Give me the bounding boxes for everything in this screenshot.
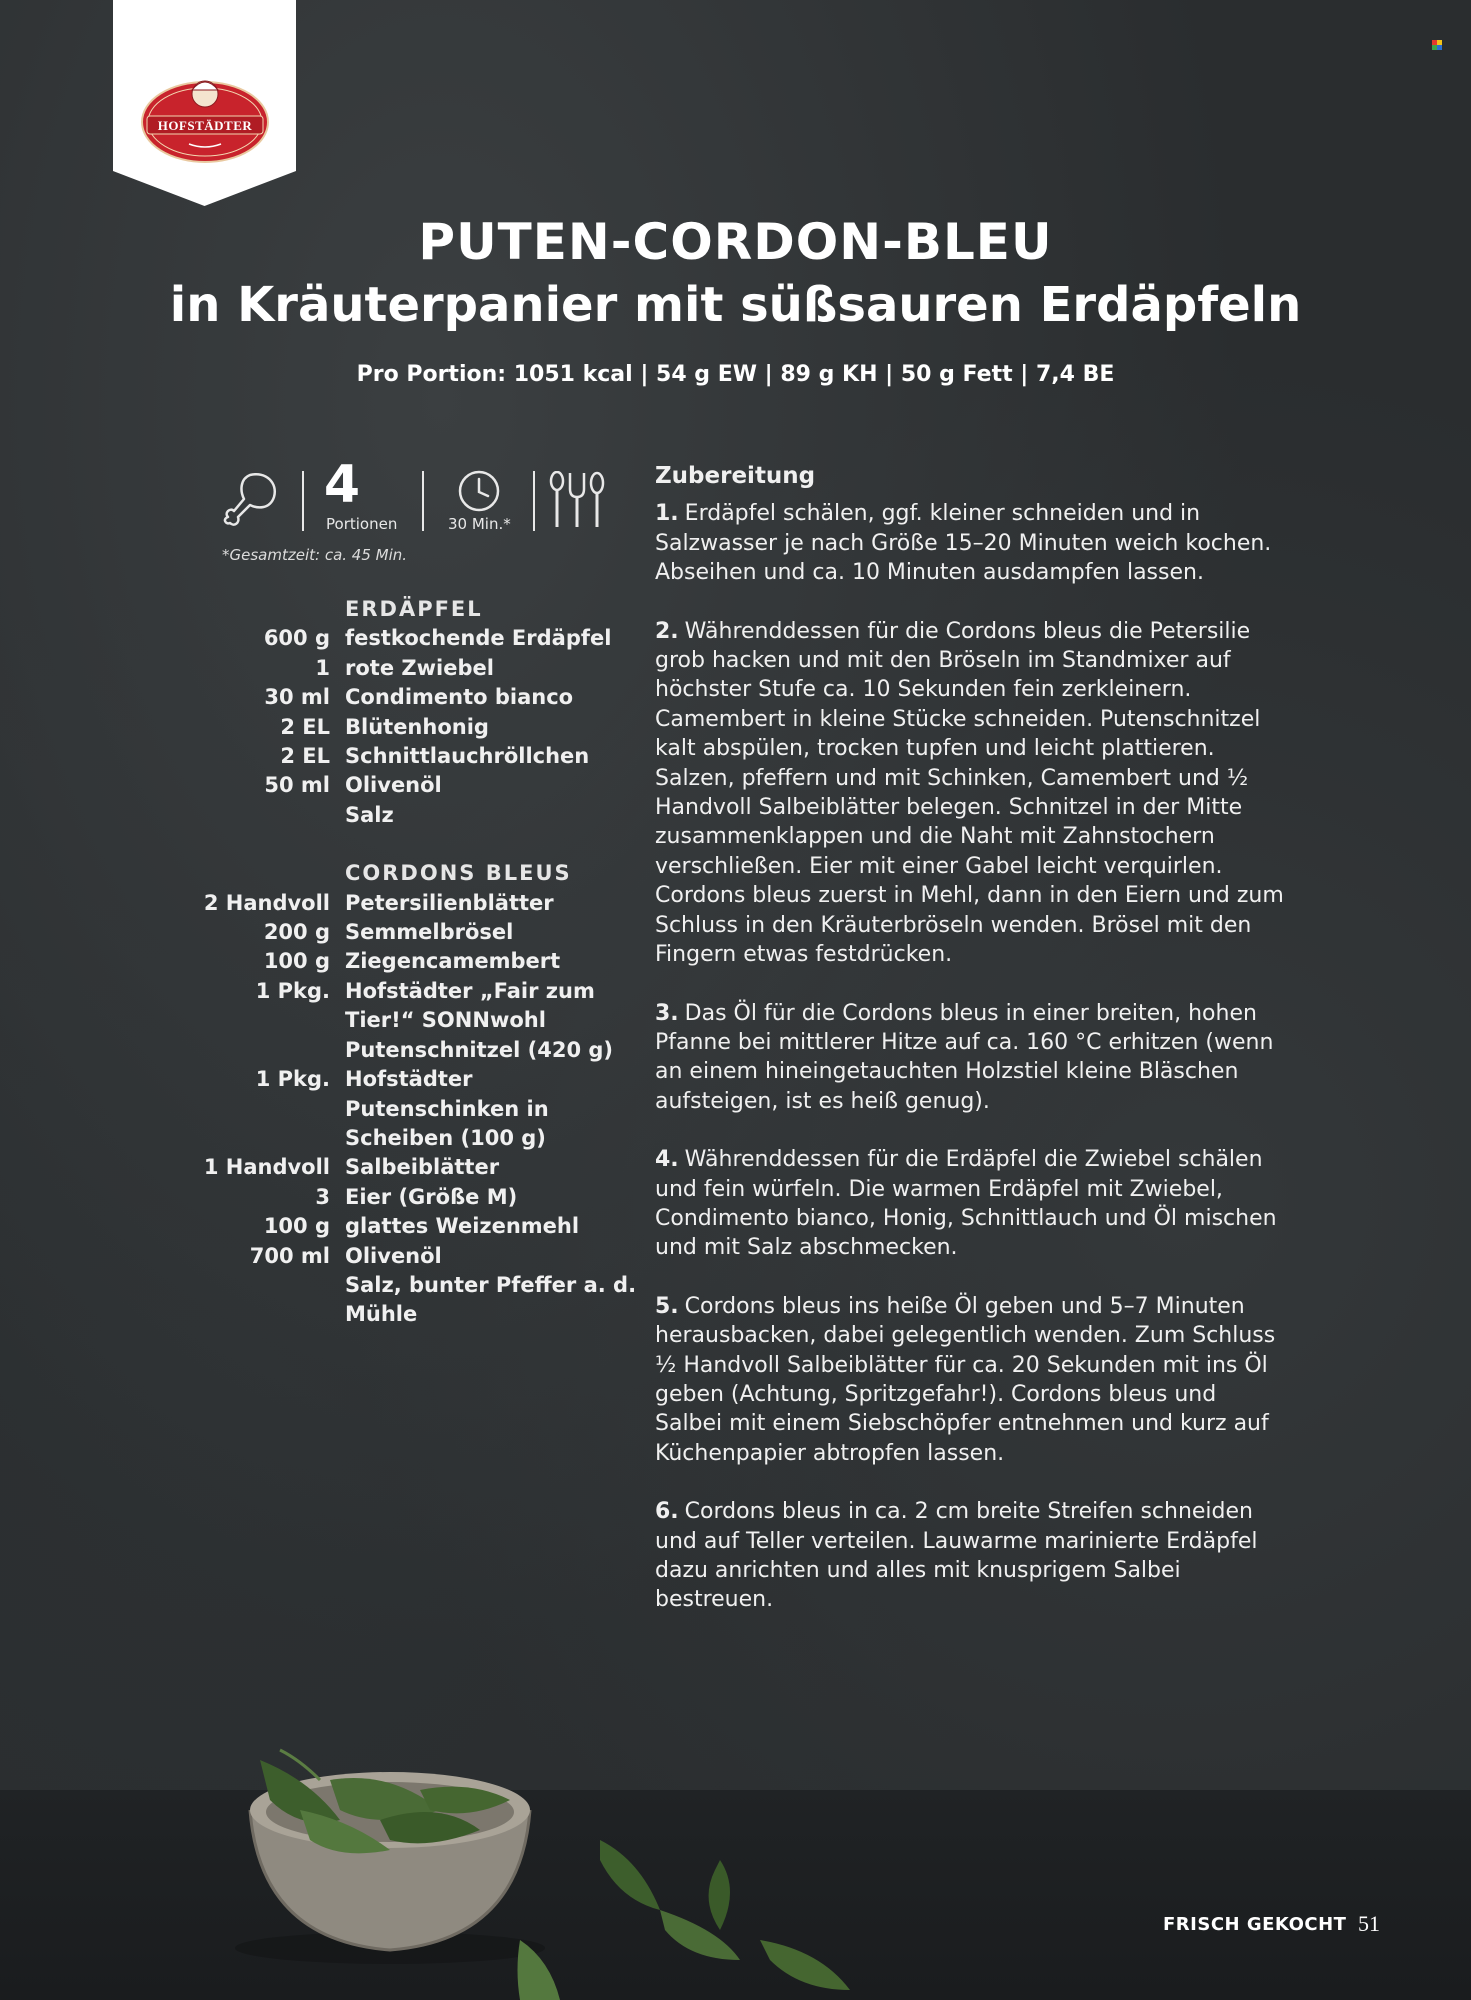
ingredient-name: Blütenhonig xyxy=(345,714,489,739)
step-text: Währenddessen für die Cordons bleus die Petersilie grob hacken und mit den Bröseln im Standmixer auf höchster Stufe ca. 10 Sekunden fein zerkleinern. Camembert in kleine Stücke schneiden. Putenschnitzel kalt abspülen, trocken tupfen und leicht plattieren. Salzen, pfeffern und mit Schinken, Camembert und ½ Handvoll Salbeiblätter belegen. Schnitzel in der Mitte zusammenklappen und die Naht mit Zahnstochern verschließen. Eier mit einer Gabel leicht verquirlen. Cordons bleus zuerst in Mehl, dann in den Eiern und zum Schluss in den Kräuterbröseln wenden. Brösel mit den Fingern etwas festdrücken. xyxy=(655,618,1284,968)
ingredient-name: Petersilienblätter xyxy=(345,890,554,915)
step-number: 1. xyxy=(655,501,679,527)
ingredient-row xyxy=(200,801,640,830)
ingredient-row xyxy=(200,713,640,742)
ingredient-qty: 600 g xyxy=(263,626,330,651)
ingredient-row xyxy=(200,1065,640,1153)
ingredient-row xyxy=(200,771,640,800)
ingredient-section-title: CORDONS BLEUS xyxy=(345,861,572,886)
ingredient-section-title: ERDÄPFEL xyxy=(345,597,483,621)
ingredient-qty xyxy=(200,801,345,830)
ingredient-section xyxy=(200,595,640,830)
ingredient-name: Salbeiblätter xyxy=(345,1155,500,1180)
recipe-subtitle: in Kräuterpanier mit süßsauren Erdäpfeln xyxy=(169,277,1302,333)
ingredient-row xyxy=(200,654,640,683)
ingredient-qty xyxy=(200,1271,345,1330)
ingredient-row xyxy=(200,1153,640,1182)
ingredient-qty: 200 g xyxy=(263,920,330,945)
ingredient-name: glattes Weizenmehl xyxy=(345,1214,580,1239)
ingredient-qty: 100 g xyxy=(263,1214,330,1239)
logo-text: HOFSTÄDTER xyxy=(157,118,253,133)
ingredient-qty: 1 xyxy=(315,655,330,680)
corner-color-mark xyxy=(1432,40,1442,50)
preparation-steps xyxy=(655,462,1285,1644)
ingredient-qty: 1 Pkg. xyxy=(255,978,330,1003)
step-text: Erdäpfel schälen, ggf. kleiner schneiden und in Salzwasser je nach Größe 15–20 Minuten weich kochen. Abseihen und ca. 10 Minuten ausdampfen lassen. xyxy=(655,501,1272,586)
meta-divider xyxy=(422,471,424,531)
ingredient-name: Olivenöl xyxy=(345,1243,442,1268)
recipe-title: PUTEN-CORDON-BLEU xyxy=(418,213,1053,271)
total-time-note: *Gesamtzeit: ca. 45 Min. xyxy=(222,546,408,564)
ingredient-row xyxy=(200,977,640,1065)
ingredient-row xyxy=(200,1183,640,1212)
ingredient-row xyxy=(200,1271,640,1330)
clock-icon xyxy=(457,469,501,513)
sage-bowl-illustration xyxy=(220,1700,900,2000)
ingredient-name: Olivenöl xyxy=(345,773,442,798)
ingredient-qty: 700 ml xyxy=(249,1243,330,1268)
step-item xyxy=(655,999,1285,1117)
step-number: 4. xyxy=(655,1147,679,1173)
ingredient-qty: 3 xyxy=(315,1184,330,1209)
meta-divider xyxy=(533,471,535,531)
ingredient-row xyxy=(200,742,640,771)
ingredient-name: Salz xyxy=(345,802,394,827)
step-number: 2. xyxy=(655,618,679,644)
recipe-meta xyxy=(220,455,620,543)
portions-value: 4 xyxy=(323,455,361,515)
step-number: 6. xyxy=(655,1499,679,1525)
step-item xyxy=(655,499,1285,587)
nutrition-info: Pro Portion: 1051 kcal | 54 g EW | 89 g KH | 50 g Fett | 7,4 BE xyxy=(356,362,1115,387)
ingredient-section xyxy=(200,859,640,1330)
ingredient-qty: 2 EL xyxy=(280,714,330,739)
ingredient-qty: 100 g xyxy=(263,949,330,974)
ingredient-row xyxy=(200,947,640,976)
ingredient-name: Schnittlauchröllchen xyxy=(345,744,590,769)
ingredient-name: Hofstädter „Fair zum Tier!“ SONNwohl Putenschnitzel (420 g) xyxy=(345,978,614,1062)
ingredient-qty: 1 Handvoll xyxy=(203,1155,330,1180)
portions-label: Portionen xyxy=(326,515,398,533)
step-item xyxy=(655,617,1285,970)
ingredient-name: Hofstädter Putenschinken in Scheiben (100 g) xyxy=(345,1067,549,1150)
preparation-heading: Zubereitung xyxy=(655,463,816,489)
time-label: 30 Min.* xyxy=(448,515,511,533)
ingredient-name: Semmelbrösel xyxy=(345,920,514,945)
ingredient-name: rote Zwiebel xyxy=(345,655,494,680)
ingredient-name: Salz, bunter Pfeffer a. d. Mühle xyxy=(345,1272,637,1327)
ingredient-row xyxy=(200,624,640,653)
page-number: 51 xyxy=(1358,1911,1380,1936)
ingredient-row xyxy=(200,1242,640,1271)
ingredient-name: Condimento bianco xyxy=(345,685,574,710)
step-text: Währenddessen für die Erdäpfel die Zwiebel schälen und fein würfeln. Die warmen Erdäpfel mit Zwiebel, Condimento bianco, Honig, Schnittlauch und Öl mischen und mit Salz abschmecken. xyxy=(655,1147,1277,1261)
ingredient-name: Ziegencamembert xyxy=(345,949,561,974)
step-item xyxy=(655,1145,1285,1263)
step-number: 3. xyxy=(655,1000,679,1026)
ingredient-qty: 1 Pkg. xyxy=(255,1067,330,1092)
ingredient-row xyxy=(200,889,640,918)
section-footer: FRISCH GEKOCHT xyxy=(1163,1914,1347,1935)
cutlery-icon xyxy=(546,471,608,531)
hofstaedter-logo xyxy=(139,70,271,165)
ingredient-row xyxy=(200,1212,640,1241)
ingredient-qty: 2 Handvoll xyxy=(203,890,330,915)
ingredient-name: Eier (Größe M) xyxy=(345,1184,518,1209)
step-item xyxy=(655,1292,1285,1468)
ingredient-row xyxy=(200,918,640,947)
step-item xyxy=(655,1497,1285,1615)
ingredients-list xyxy=(200,595,640,1330)
ingredient-name: festkochende Erdäpfel xyxy=(345,626,612,651)
brand-logo-banner xyxy=(113,0,296,206)
step-text: Das Öl für die Cordons bleus in einer breiten, hohen Pfanne bei mittlerer Hitze auf ca. 160 °C erhitzen (wenn an einem hineingetauchten Holzstiel kleine Bläschen aufsteigen, ist es heiß genug). xyxy=(655,1000,1274,1114)
step-text: Cordons bleus ins heiße Öl geben und 5–7 Minuten herausbacken, dabei gelegentlich wenden. Zum Schluss ½ Handvoll Salbeiblätter für ca. 20 Sekunden mit ins Öl geben (Achtung, Spritzgefahr!). Cordons bleus und Salbei mit einem Siebschöpfer entnehmen und kurz auf Küchenpapier abtropfen lassen. xyxy=(655,1293,1276,1466)
ingredient-qty: 50 ml xyxy=(264,773,330,798)
step-number: 5. xyxy=(655,1293,679,1319)
step-text: Cordons bleus in ca. 2 cm breite Streifen schneiden und auf Teller verteilen. Lauwarme marinierte Erdäpfel dazu anrichten und alles mit knusprigem Salbei bestreuen. xyxy=(655,1499,1258,1613)
ingredient-qty: 2 EL xyxy=(280,744,330,769)
ingredient-qty: 30 ml xyxy=(264,685,330,710)
ingredient-row xyxy=(200,683,640,712)
drumstick-icon xyxy=(220,469,282,531)
